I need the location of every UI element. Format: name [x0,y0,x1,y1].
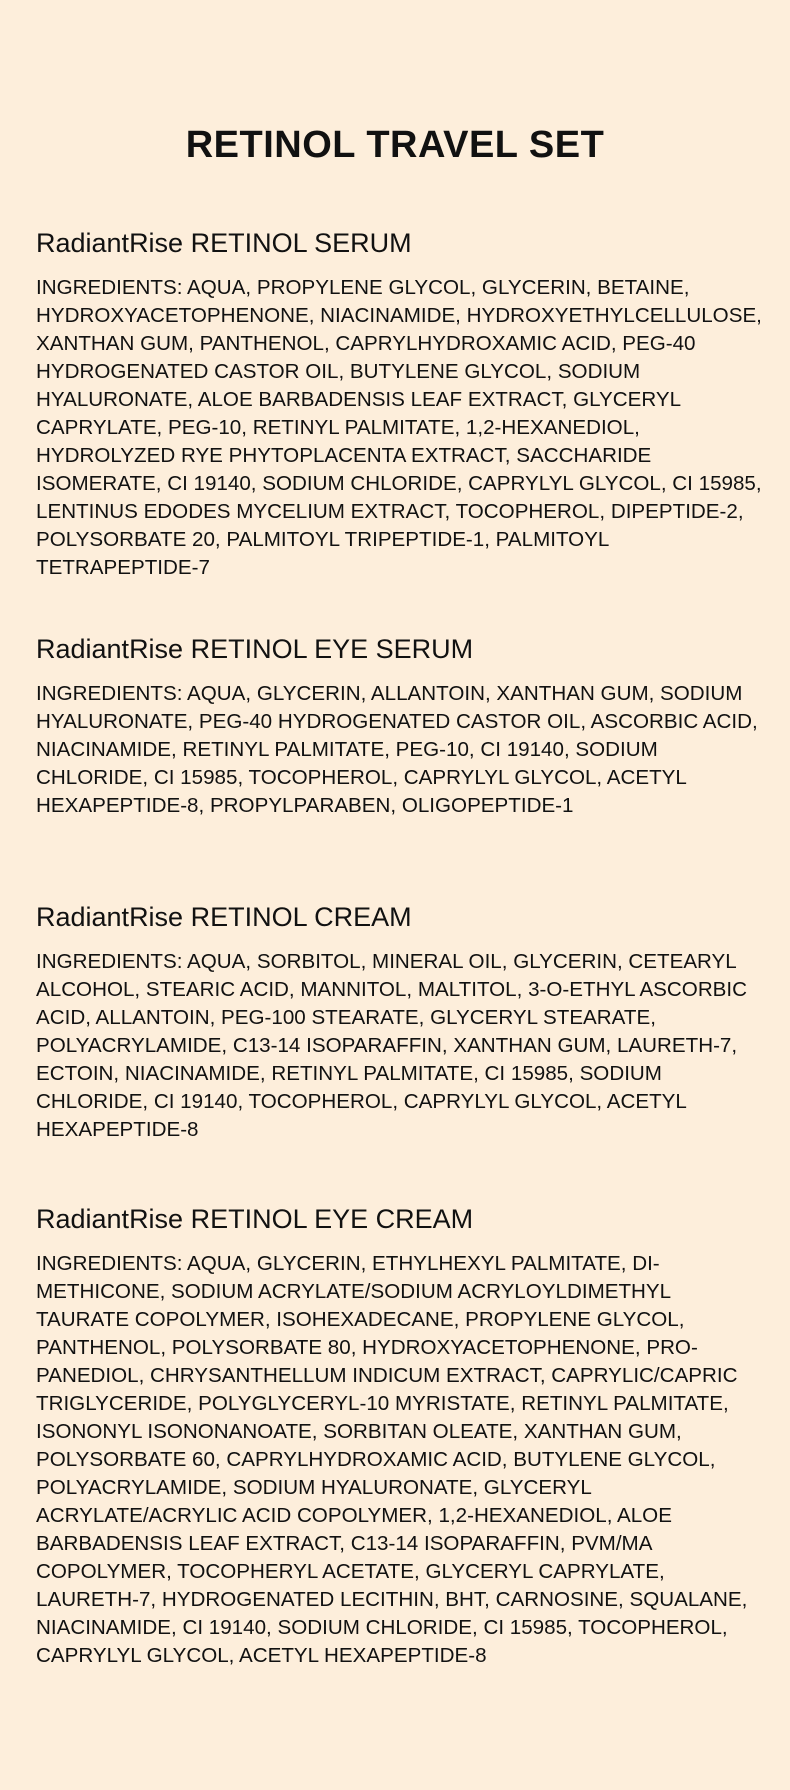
ingredients-list: INGREDIENTS: AQUA, PROPYLENE GLYCOL, GLYCERIN, BETAINE, HYDROXYACETOPHENONE, NIACINAMIDE, HYDROXYETHYLCELLULOSE, XANTHAN GUM, PANTHENOL, CAPRYLHYDROXAMIC ACID, PEG-40 HYDROGENATED CASTOR OIL, BUTYLENE GLYCOL, SODIUM HYALURONATE, ALOE BARBADENSIS LEAF EXTRACT, GLYCERYL CAPRYLATE, PEG-10, RETINYL PALMITATE, 1,2-HEXANEDIOL, HYDROLYZED RYE PHYTOPLACENTA EXTRACT, SACCHARIDE ISOMERATE, CI 19140, SODIUM CHLORIDE, CAPRYLYL GLYCOL, CI 15985, LENTINUS EDODES MYCELIUM EXTRACT, TOCOPHEROL, DIPEPTIDE-2, POLYSORBATE 20, PALMITOYL TRIPEPTIDE-1, PALMITOYL TETRAPEPTIDE-7 [36,276,762,579]
product-section-retinol-eye-cream [36,1202,762,1670]
product-name: RadiantRise RETINOL EYE CREAM [36,1204,474,1234]
product-section-retinol-cream [36,900,762,1144]
ingredients-list: INGREDIENTS: AQUA, SORBITOL, MINERAL OIL, GLYCERIN, CETEARYL ALCOHOL, STEARIC ACID, MANNITOL, MALTITOL, 3-O-ETHYL ASCORBIC ACID, ALLANTOIN, PEG-100 STEARATE, GLYCERYL STEARATE, POLYACRYLAMIDE, C13-14 ISOPARAFFIN, XANTHAN GUM, LAURETH-7, ECTOIN, NIACINAMIDE, RETINYL PALMITATE, CI 15985, SODIUM CHLORIDE, CI 19140, TOCOPHEROL, CAPRYLYL GLYCOL, ACETYL HEXAPEPTIDE-8 [36,950,748,1141]
product-section-retinol-eye-serum [36,632,762,820]
ingredients-list: INGREDIENTS: AQUA, GLYCERIN, ALLANTOIN, XANTHAN GUM, SODIUM HYALURONATE, PEG-40 HYDROGENATED CASTOR OIL, ASCORBIC ACID, NIACINAMIDE, RETINYL PALMITATE, PEG-10, CI 19140, SODIUM CHLORIDE, CI 15985, TOCOPHEROL, CAPRYLYL GLYCOL, ACETYL HEXAPEPTIDE-8, PROPYLPARABEN, OLIGOPEPTIDE-1 [36,682,758,817]
product-name: RadiantRise RETINOL SERUM [36,228,412,258]
product-section-retinol-serum [36,226,762,582]
ingredients-list: INGREDIENTS: AQUA, GLYCERIN, ETHYLHEXYL PALMITATE, DIMETHICONE, SODIUM ACRYLATE/SODIUM ACRYLOYLDIMETHYL TAURATE COPOLYMER, ISOHEXADECANE, PROPYLENE GLYCOL, PANTHENOL, POLYSORBATE 80, HYDROXYACETOPHENONE, PROPANEDIOL, CHRYSANTHELLUM INDICUM EXTRACT, CAPRYLIC/CAPRIC TRIGLYCERIDE, POLYGLYCERYL-10 MYRISTATE, RETINYL PALMITATE, ISONONYL ISONONANOATE, SORBITAN OLEATE, XANTHAN GUM, POLYSORBATE 60, CAPRYLHYDROXAMIC ACID, BUTYLENE GLYCOL, POLYACRYLAMIDE, SODIUM HYALURONATE, GLYCERYL ACRYLATE/ACRYLIC ACID COPOLYMER, 1,2-HEXANEDIOL, ALOE BARBADENSIS LEAF EXTRACT, C13-14 ISOPARAFFIN, PVM/MA COPOLYMER, TOCOPHERYL ACETATE, GLYCERYL CAPRYLATE, LAURETH-7, HYDROGENATED LECITHIN, BHT, CARNOSINE, SQUALANE, NIACINAMIDE, CI 19140, SODIUM CHLORIDE, CI 15985, TOCOPHEROL, CAPRYLYL GLYCOL, ACETYL HEXAPEPTIDE-8 [36,1252,748,1667]
product-name: RadiantRise RETINOL EYE SERUM [36,634,474,664]
product-name: RadiantRise RETINOL CREAM [36,902,412,932]
page-title: RETINOL TRAVEL SET [185,124,605,166]
